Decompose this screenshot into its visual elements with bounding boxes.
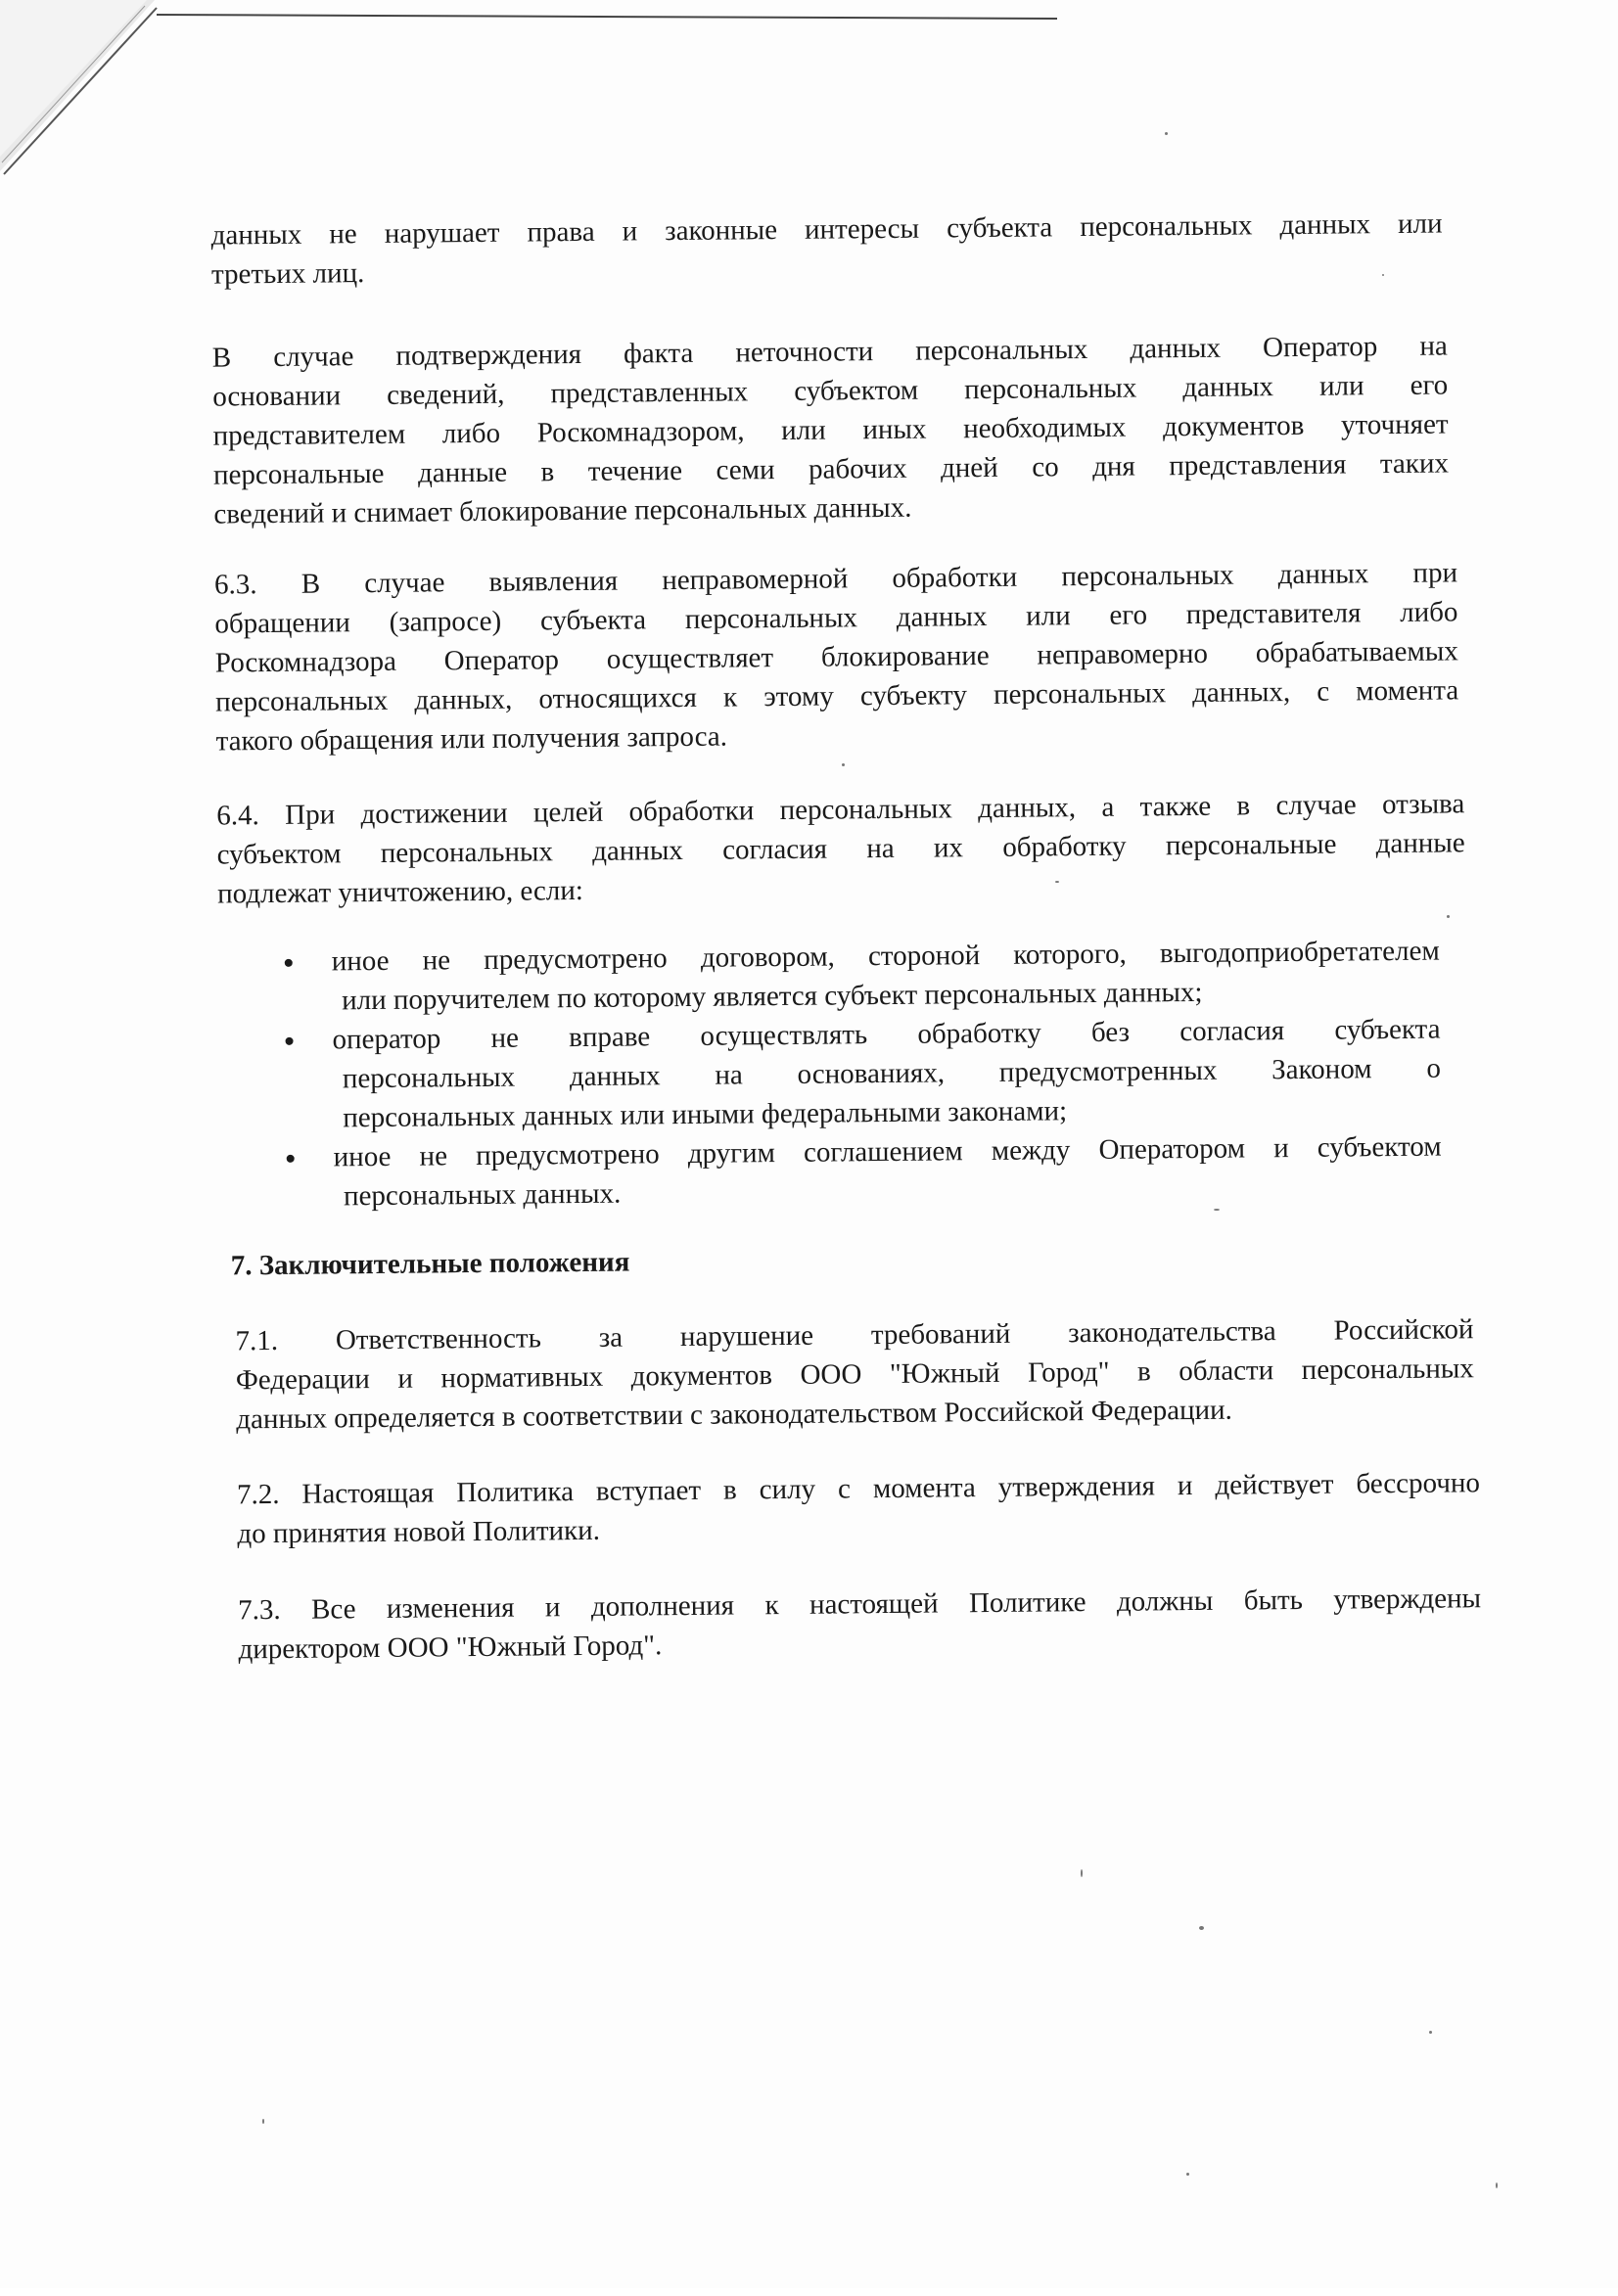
text-line: иное не предусмотрено другим соглашением между Оператором и субъектом [333, 1130, 1442, 1173]
text-line: персональных данных на основаниях, предусмотренных Законом о [342, 1052, 1442, 1095]
list-item [285, 1010, 1441, 1138]
text-line: данных определяется в соответствии с законодательством Российской Федерации. [236, 1394, 1232, 1436]
text-line: 6.4. При достижении целей обработки персональных данных, а также в случае отзыва [216, 788, 1465, 832]
text-line: данных не нарушает права и законные интересы субъекта персональных данных или [210, 207, 1443, 252]
paragraph-7-1 [235, 1309, 1474, 1439]
text-line: иное не предусмотрено договором, стороной которого, выгодоприобретателем [331, 935, 1440, 978]
text-line: оператор не вправе осуществлять обработку без согласия субъекта [332, 1013, 1441, 1056]
text-line: 7.1. Ответственность за нарушение требований законодательства Российской [235, 1313, 1474, 1357]
bullet-icon [287, 1155, 295, 1163]
text-line: персональных данных или иными федеральными законами; [343, 1095, 1068, 1134]
paragraph-7-3 [238, 1579, 1482, 1669]
text-line: сведений и снимает блокирование персональных данных. [213, 491, 912, 530]
text-line: директором ООО "Южный Город". [238, 1630, 663, 1666]
paragraph-continuation [210, 205, 1443, 295]
list-item [287, 1127, 1443, 1217]
text-line: персональных данных, относящихся к этому субъекту персональных данных, с момента [215, 674, 1459, 718]
text-line: персональных данных. [343, 1177, 622, 1213]
text-line: 7.2. Настоящая Политика вступает в силу с момента утверждения и действует бессрочно [236, 1467, 1481, 1511]
bullet-icon [285, 959, 293, 967]
text-line: субъектом персональных данных согласия на их обработку персональные данные [216, 827, 1465, 871]
section-heading: 7. Заключительные положения [230, 1246, 630, 1282]
text-line: подлежат уничтожению, если: [216, 874, 584, 910]
text-line: обращении (запросе) субъекта персональных данных или его представителя либо [214, 596, 1458, 640]
text-line: представителем либо Роскомнадзором, или иных необходимых документов уточняет [212, 408, 1449, 452]
conditions-list [285, 932, 1443, 1217]
paragraph-inaccuracy [212, 326, 1450, 533]
text-line: Федерации и нормативных документов ООО "Южный Город" в области персональных [235, 1353, 1474, 1397]
paragraph-6-3 [214, 553, 1459, 760]
text-line: 6.3. В случае выявления неправомерной обработки персональных данных при [213, 557, 1458, 601]
text-line: В случае подтверждения факта неточности персональных данных Оператор на [211, 330, 1448, 374]
text-line: до принятия новой Политики. [237, 1514, 601, 1550]
text-line: Роскомнадзора Оператор осуществляет блокирование неправомерно обрабатываемых [214, 635, 1458, 679]
text-line: такого обращения или получения запроса. [215, 720, 728, 758]
text-line: основании сведений, представленных субъектом персональных данных или его [212, 369, 1449, 413]
text-line: или поручителем по которому является субъект персональных данных; [341, 976, 1203, 1017]
text-line: персональные данные в течение семи рабочих дней со дня представления таких [212, 447, 1450, 491]
paragraph-6-4 [216, 784, 1465, 913]
list-item [285, 932, 1441, 1021]
paragraph-7-2 [237, 1463, 1481, 1553]
text-line: третьих лиц. [210, 257, 365, 291]
bullet-icon [286, 1037, 294, 1045]
text-line: 7.3. Все изменения и дополнения к настоящей Политике должны быть утверждены [237, 1583, 1482, 1627]
